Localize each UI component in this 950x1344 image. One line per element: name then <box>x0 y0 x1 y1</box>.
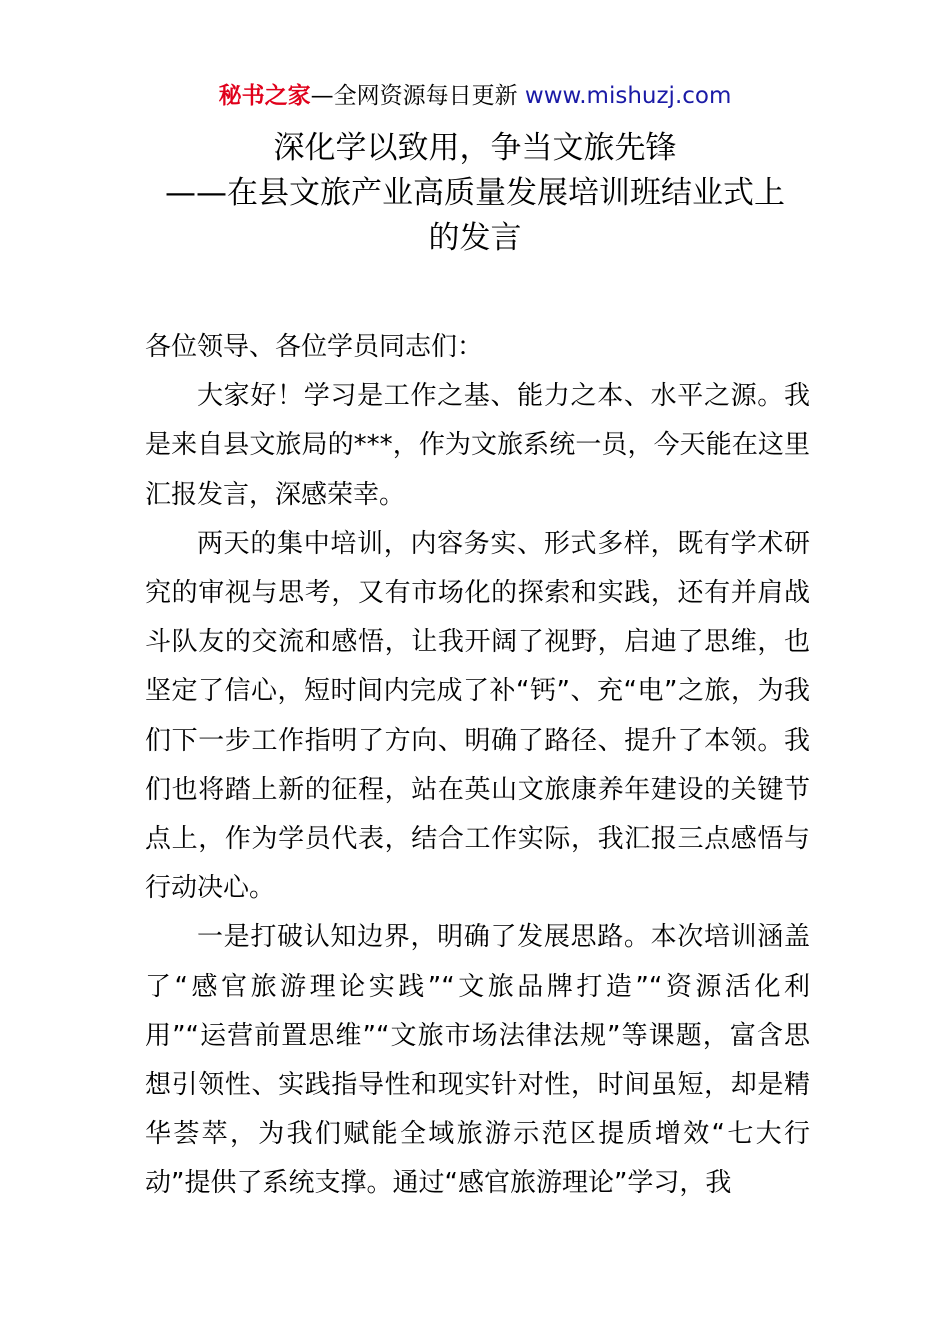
paragraph-training-summary: 两天的集中培训，内容务实、形式多样，既有学术研究的审视与思考，又有市场化的探索和实践，还有并肩战斗队友的交流和感悟，让我开阔了视野，启迪了思维，也坚定了信心，短时间内完成了补“钙”、充“电”之旅，为我们下一步工作指明了方向、明确了路径、提升了本领。我们也将踏上新的征程，站在英山文旅康养年建设的关键节点上，作为学员代表，结合工作实际，我汇报三点感悟与行动决心。 <box>145 528 810 904</box>
site-brand: 秘书之家 <box>218 83 311 109</box>
salutation: 各位领导、各位学员同志们： <box>145 332 484 362</box>
title-main: 深化学以致用，争当文旅先锋 <box>273 130 677 166</box>
site-url-link[interactable]: www.mishuzj.com <box>524 83 732 109</box>
document-body <box>145 323 810 1209</box>
site-tagline: —全网资源每日更新 <box>310 83 525 109</box>
title-subtitle-continuation: 的发言 <box>428 220 522 256</box>
title-subtitle-line: ——在县文旅产业高质量发展培训班结业式上 <box>165 175 785 211</box>
paragraph-point-one: 一是打破认知边界，明确了发展思路。本次培训涵盖了“感官旅游理论实践”“文旅品牌打造”“资源活化利用”“运营前置思维”“文旅市场法律法规”等课题，富含思想引领性、实践指导性和现实针对性，时间虽短，却是精华荟萃，为我们赋能全域旅游示范区提质增效“七大行动”提供了系统支撑。通过“感官旅游理论”学习，我 <box>145 922 810 1199</box>
paragraph-greeting: 大家好！学习是工作之基、能力之本、水平之源。我是来自县文旅局的***，作为文旅系统一员，今天能在这里汇报发言，深感荣幸。 <box>145 381 810 510</box>
site-banner <box>0 80 950 112</box>
document-title <box>0 126 950 261</box>
